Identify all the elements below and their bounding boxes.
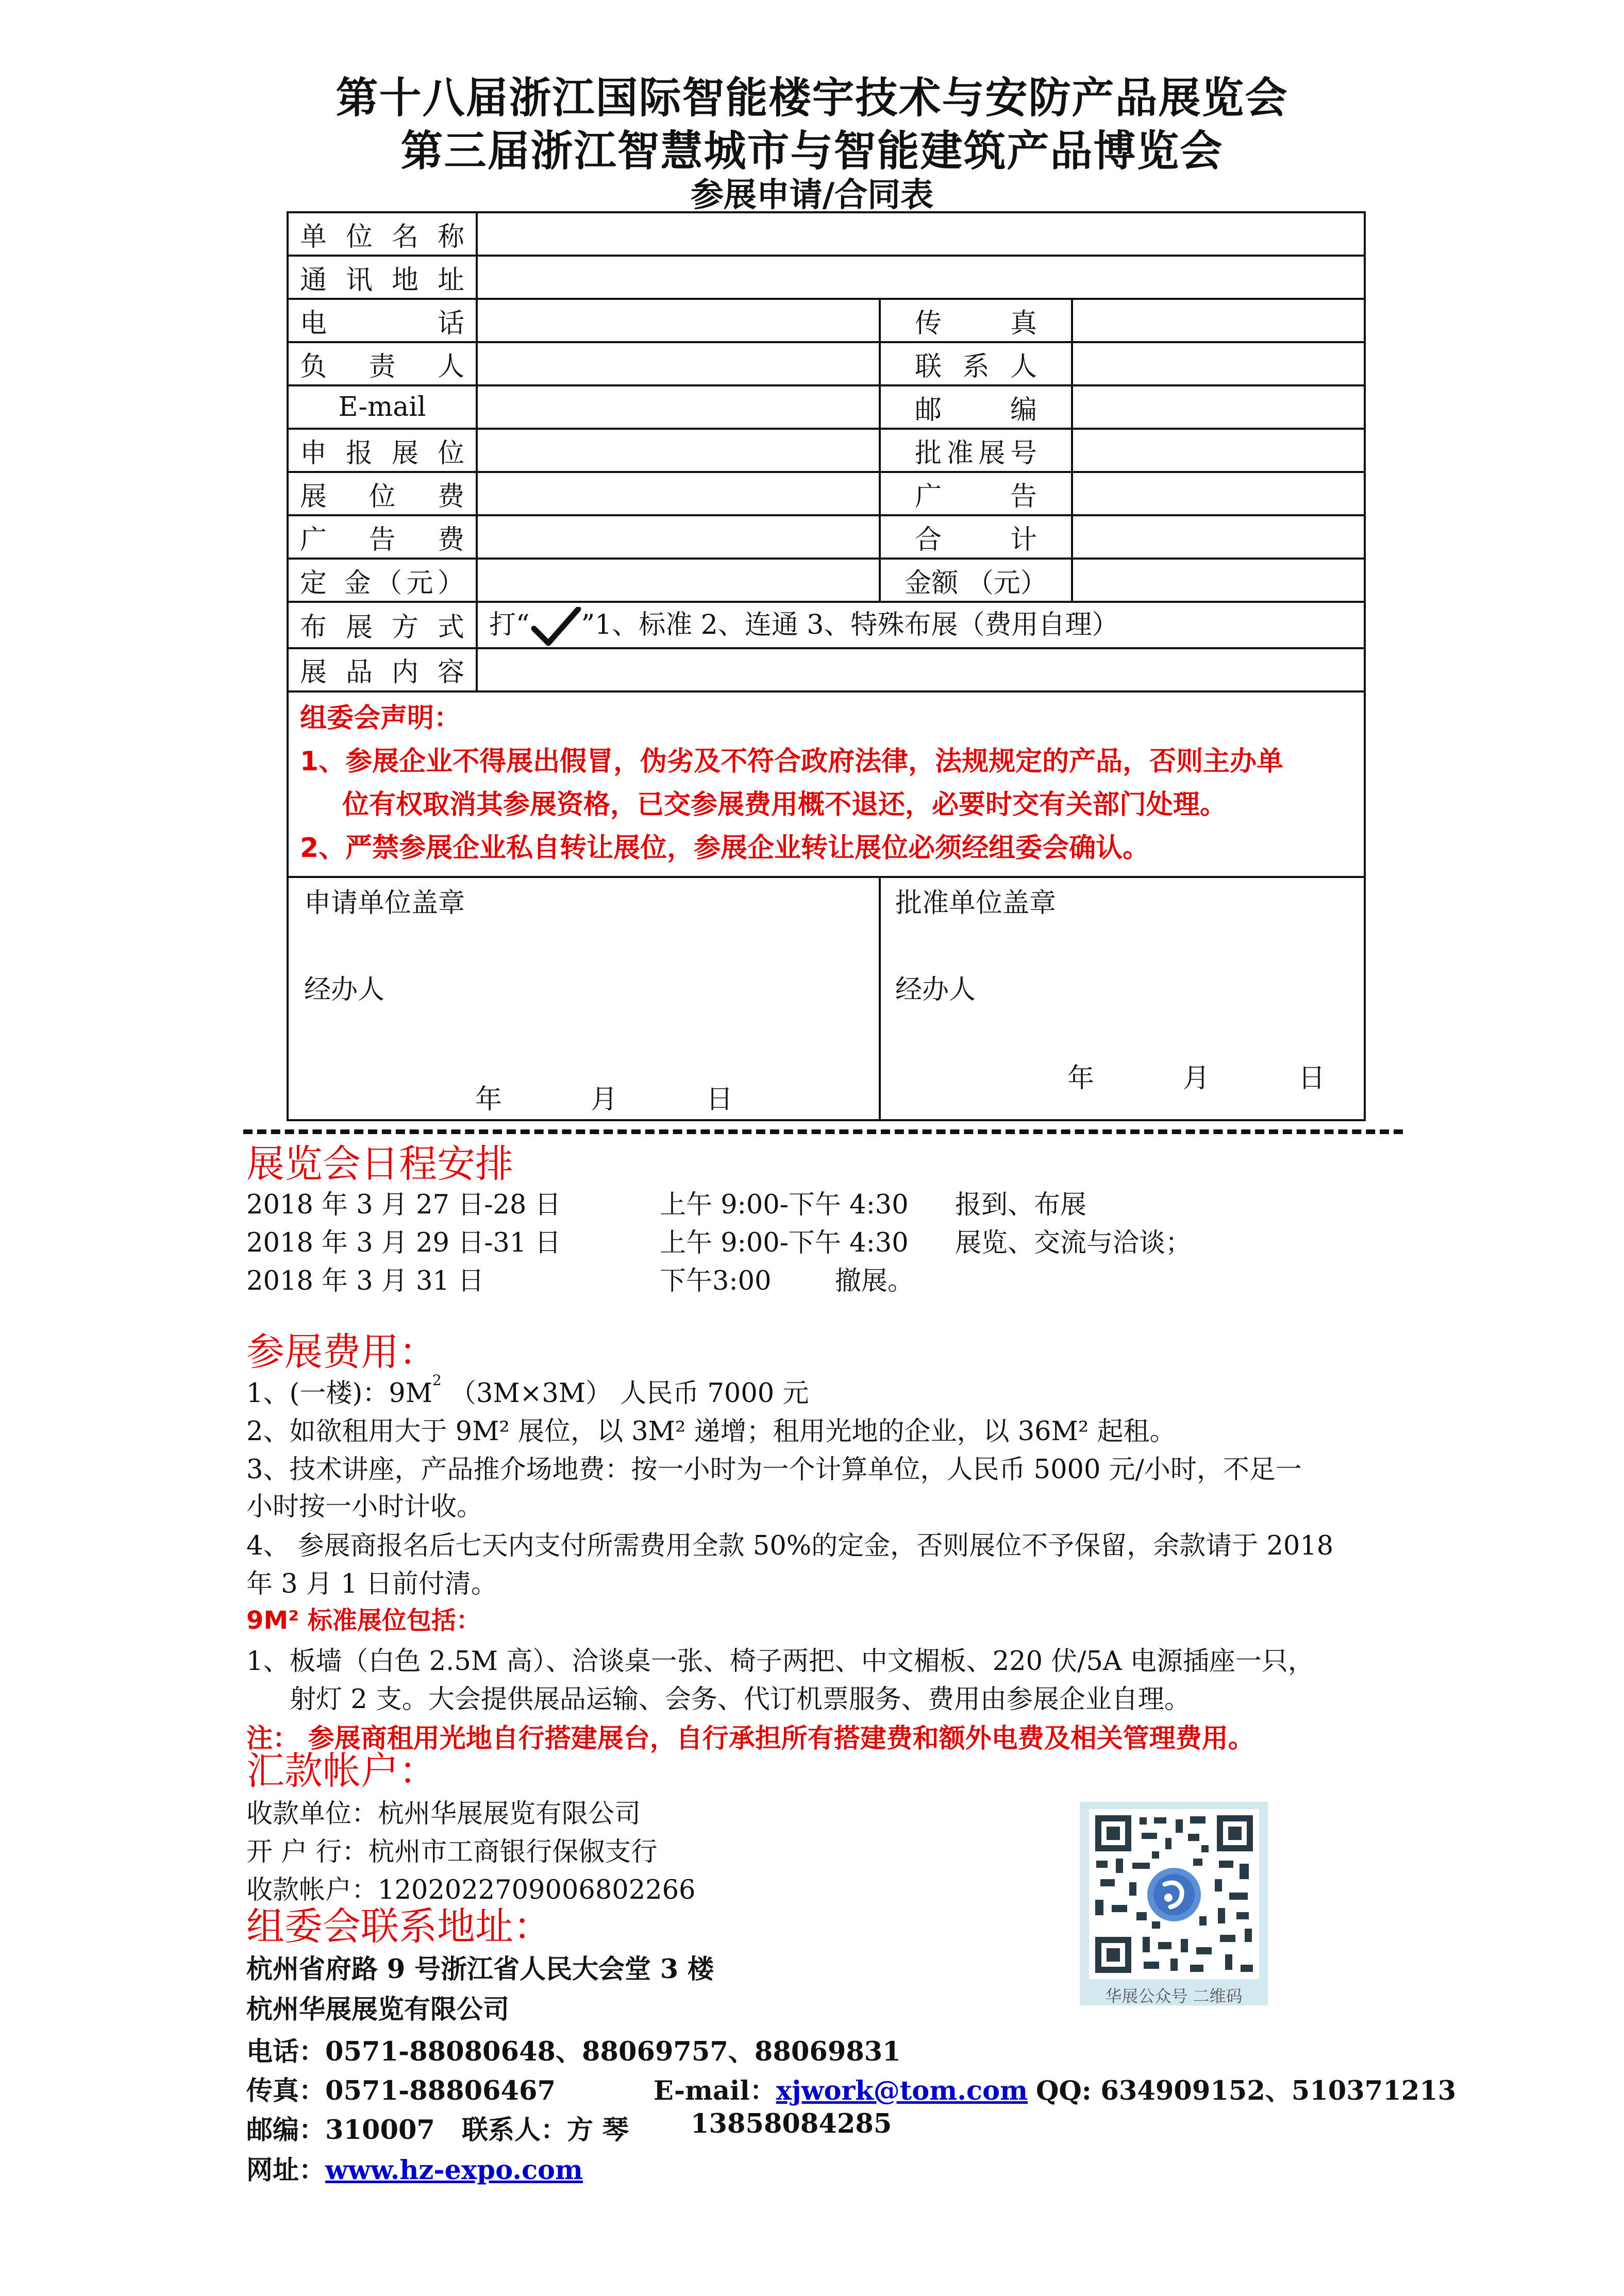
applicant-seal-area[interactable] xyxy=(288,877,880,1120)
schedule-date-2: 2018 年 3 月 29 日-31 日 xyxy=(246,1228,561,1258)
account-bank: 开 户 行：杭州市工商银行保俶支行 xyxy=(246,1837,658,1867)
label-booth-apply: 申报展位 xyxy=(288,429,477,472)
qr-code-icon xyxy=(1080,1802,1268,2005)
schedule-title: 展览会日程安排 xyxy=(246,1142,513,1186)
declaration-item-2: 2、严禁参展企业私自转让展位，参展企业转让展位必须经组委会确认。 xyxy=(300,832,1150,864)
schedule-event-3: 撤展。 xyxy=(835,1266,914,1296)
field-address[interactable] xyxy=(477,256,1365,299)
applicant-seal-label: 申请单位盖章 xyxy=(304,887,465,919)
label-exhibits: 展品内容 xyxy=(288,648,477,691)
declaration-cell xyxy=(288,691,1365,877)
applicant-handler-label: 经办人 xyxy=(304,974,385,1005)
label-total: 合 计 xyxy=(880,515,1072,559)
field-exhibits[interactable] xyxy=(477,648,1365,691)
schedule-time-2: 上午 9:00-下午 4:30 xyxy=(660,1228,909,1258)
contact-email: E-mail：xjwork@tom.com xyxy=(654,2075,1028,2106)
qr-caption: 华展公众号 二维码 xyxy=(1105,1986,1243,2006)
contact-address: 杭州省府路 9 号浙江省人民大会堂 3 楼 xyxy=(246,1954,714,1985)
fee-item-2: 2、如欲租用大于 9M² 展位，以 3M² 递增；租用光地的企业，以 36M² 起租。 xyxy=(246,1416,1176,1447)
field-amount[interactable] xyxy=(1072,559,1365,602)
title-line-1: 第十八届浙江国际智能楼宇技术与安防产品展览会 xyxy=(336,74,1288,123)
fee-item-3: 3、技术讲座，产品推介场地费：按一小时为一个计算单位，人民币 5000 元/小时，不足一 xyxy=(246,1455,1302,1485)
applicant-year: 年 xyxy=(475,1084,503,1115)
field-email[interactable] xyxy=(477,385,880,429)
label-layout: 布展方式 xyxy=(288,602,477,648)
label-booth-approved: 批准展号 xyxy=(880,429,1072,472)
label-phone: 电 话 xyxy=(288,299,477,342)
website-link[interactable]: www.hz-expo.com xyxy=(325,2155,583,2186)
schedule-event-2: 展览、交流与洽谈； xyxy=(955,1228,1192,1258)
standard-booth-title: 9M² 标准展位包括： xyxy=(246,1606,481,1635)
label-booth-fee: 展位费 xyxy=(288,472,477,515)
field-fax[interactable] xyxy=(1072,299,1365,342)
account-payee: 收款单位：杭州华展展览有限公司 xyxy=(246,1799,641,1829)
label-deposit: 定 金（元） xyxy=(288,559,477,602)
contact-phone: 电话：0571-88080648、88069757、88069831 xyxy=(246,2036,901,2067)
form-title: 参展申请/合同表 xyxy=(690,176,934,214)
field-ad[interactable] xyxy=(1072,472,1365,515)
title-line-2: 第三届浙江智慧城市与智能建筑产品博览会 xyxy=(400,127,1224,176)
field-unit-name[interactable] xyxy=(477,212,1365,256)
field-contact[interactable] xyxy=(1072,342,1365,385)
label-address: 通讯地址 xyxy=(288,256,477,299)
field-manager[interactable] xyxy=(477,342,880,385)
field-deposit[interactable] xyxy=(477,559,880,602)
fee-item-4: 4、 参展商报名后七天内支付所需费用全款 50%的定金，否则展位不予保留，余款请于 2018 xyxy=(246,1531,1334,1561)
approver-seal-label: 批准单位盖章 xyxy=(895,887,1057,919)
label-contact: 联系人 xyxy=(880,342,1072,385)
contact-title: 组委会联系地址： xyxy=(246,1904,551,1949)
field-layout[interactable] xyxy=(477,602,1365,648)
label-amount: 金额 （元） xyxy=(880,559,1072,602)
email-link[interactable]: xjwork@tom.com xyxy=(776,2075,1028,2106)
applicant-day: 日 xyxy=(706,1084,733,1115)
contact-qq: QQ: 634909152、510371213 xyxy=(1036,2075,1456,2106)
qr-code xyxy=(1080,1802,1268,2005)
applicant-month: 月 xyxy=(591,1084,618,1115)
schedule-time-3: 下午3:00 xyxy=(660,1266,772,1296)
application-form xyxy=(287,211,1366,1121)
field-booth-approved[interactable] xyxy=(1072,429,1365,472)
fee-item-3-cont: 小时按一小时计收。 xyxy=(246,1492,483,1522)
layout-prefix: 打“ xyxy=(489,610,530,640)
label-email: E-mail xyxy=(288,385,477,429)
declaration-item-1: 1、参展企业不得展出假冒，伪劣及不符合政府法律，法规规定的产品，否则主办单 xyxy=(300,746,1284,777)
declaration-title: 组委会声明： xyxy=(300,702,461,734)
schedule-date-1: 2018 年 3 月 27 日-28 日 xyxy=(246,1190,561,1220)
layout-options: ”1、标准 2、连通 3、特殊布展（费用自理） xyxy=(581,610,1119,640)
contact-fax: 传真：0571-88806467 xyxy=(246,2075,556,2106)
field-phone[interactable] xyxy=(477,299,880,342)
standard-booth-item: 1、板墙（白色 2.5M 高）、洽谈桌一张、椅子两把、中文楣板、220 伏/5A 电源插座一只， xyxy=(246,1646,1314,1677)
approver-month: 月 xyxy=(1183,1062,1210,1094)
label-postcode: 邮 编 xyxy=(880,385,1072,429)
approver-year: 年 xyxy=(1067,1062,1095,1094)
label-manager: 负 责 人 xyxy=(288,342,477,385)
contact-web: 网址：www.hz-expo.com xyxy=(246,2155,583,2186)
field-booth-apply[interactable] xyxy=(477,429,880,472)
contact-postcode: 邮编：310007 xyxy=(246,2115,435,2146)
schedule-date-3: 2018 年 3 月 31 日 xyxy=(246,1266,484,1296)
label-ad: 广 告 xyxy=(880,472,1072,515)
field-total[interactable] xyxy=(1072,515,1365,559)
contact-company: 杭州华展展览有限公司 xyxy=(246,1994,510,2025)
approver-seal-area[interactable] xyxy=(880,877,1365,1120)
fee-item-1: 1、(一楼)：$9M^2$ （3M×3M） 人民币 7000 元 xyxy=(246,1372,809,1409)
label-fax: 传 真 xyxy=(880,299,1072,342)
label-unit-name: 单位名称 xyxy=(288,212,477,256)
schedule-time-1: 上午 9:00-下午 4:30 xyxy=(660,1190,909,1220)
contact-mobile: 13858084285 xyxy=(691,2108,892,2139)
fees-title: 参展费用： xyxy=(246,1330,437,1374)
fee-item-4-cont: 年 3 月 1 日前付清。 xyxy=(246,1569,497,1599)
approver-day: 日 xyxy=(1298,1062,1326,1094)
label-ad-fee: 广告费 xyxy=(288,515,477,559)
account-number: 收款帐户：1202022709006802266 xyxy=(246,1875,696,1905)
contact-person: 联系人：方 琴 xyxy=(462,2115,629,2146)
field-booth-fee[interactable] xyxy=(477,472,880,515)
checkmark-icon xyxy=(530,607,581,647)
declaration-item-1-cont: 位有权取消其参展资格，已交参展费用概不退还，必要时交有关部门处理。 xyxy=(342,789,1227,820)
schedule-event-1: 报到、布展 xyxy=(955,1190,1087,1220)
field-postcode[interactable] xyxy=(1072,385,1365,429)
field-ad-fee[interactable] xyxy=(477,515,880,559)
standard-booth-item-cont: 射灯 2 支。大会提供展品运输、会务、代订机票服务、费用由参展企业自理。 xyxy=(290,1684,1191,1715)
account-title: 汇款帐户： xyxy=(246,1749,437,1793)
approver-handler-label: 经办人 xyxy=(895,974,976,1005)
fees-note: 注： 参展商租用光地自行搭建展台，自行承担所有搭建费和额外电费及相关管理费用。 xyxy=(246,1724,1254,1754)
